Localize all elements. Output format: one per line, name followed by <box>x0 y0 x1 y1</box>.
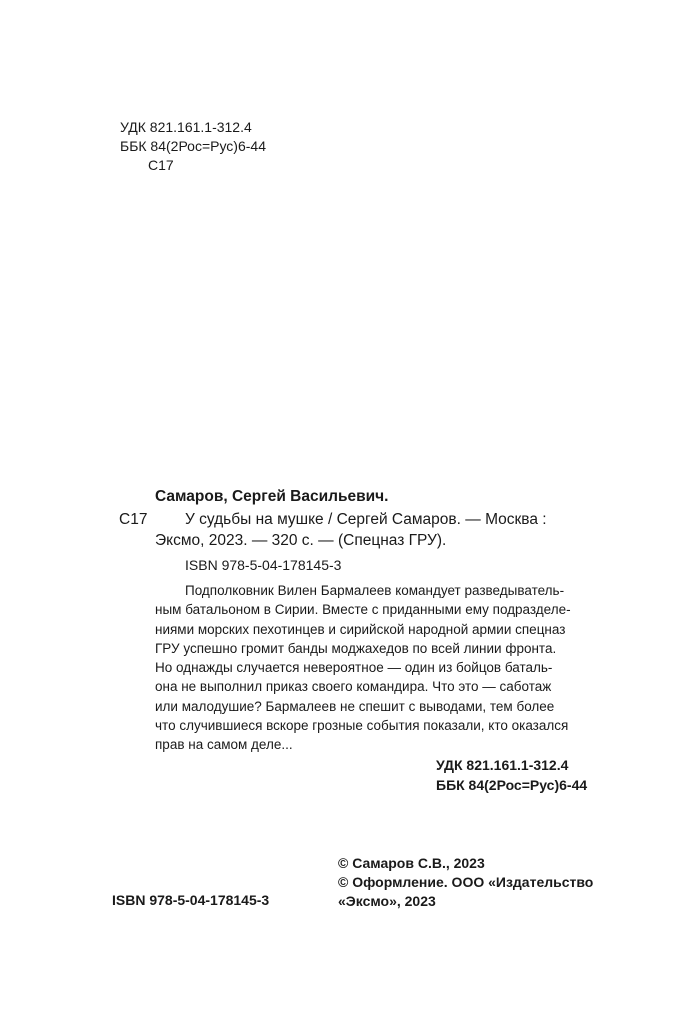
annotation-line: что случившиеся вскоре грозные события показали, кто оказался <box>155 718 569 734</box>
annotation-line: ГРУ успешно громит банды моджахедов по всей линии фронта. <box>155 640 557 656</box>
title-line-2: Эксмо, 2023. — 320 с. — (Спецназ ГРУ). <box>155 532 447 549</box>
author-mark: С17 <box>148 157 174 173</box>
annotation-line: ниями морских пехотинцев и сирийской народной армии спецназ <box>155 621 566 637</box>
annotation <box>155 581 571 755</box>
entry-udk: УДК 821.161.1-312.4 <box>436 757 569 773</box>
annotation-line: ным батальоном в Сирии. Вместе с приданными ему подразделе- <box>155 602 571 618</box>
entry-author-mark: С17 <box>119 511 148 528</box>
annotation-line: прав на самом деле... <box>155 737 293 753</box>
bbk-code: ББК 84(2Рос=Рус)6-44 <box>120 138 266 154</box>
udk-code: УДК 821.161.1-312.4 <box>120 119 252 135</box>
annotation-line: она не выполнил приказ своего командира. Что это — саботаж <box>155 679 552 695</box>
annotation-line: или малодушие? Бармалеев не спешит с выводами, тем более <box>155 698 555 714</box>
copyright-author: © Самаров С.В., 2023 <box>338 855 485 871</box>
author-heading: Самаров, Сергей Васильевич. <box>155 488 389 505</box>
footer-isbn: ISBN 978-5-04-178145-3 <box>112 892 270 908</box>
copyright-design: © Оформление. ООО «Издательство <box>338 874 594 890</box>
annotation-line: Но однажды случается невероятное — один из бойцов баталь- <box>155 660 553 676</box>
annotation-line: Подполковник Вилен Бармалеев командует разведыватель- <box>185 583 565 598</box>
copyright-publisher: «Эксмо», 2023 <box>338 893 436 909</box>
entry-isbn: ISBN 978-5-04-178145-3 <box>185 557 342 573</box>
title-line-1: У судьбы на мушке / Сергей Самаров. — Москва : <box>185 511 547 528</box>
entry-bbk: ББК 84(2Рос=Рус)6-44 <box>436 777 588 793</box>
